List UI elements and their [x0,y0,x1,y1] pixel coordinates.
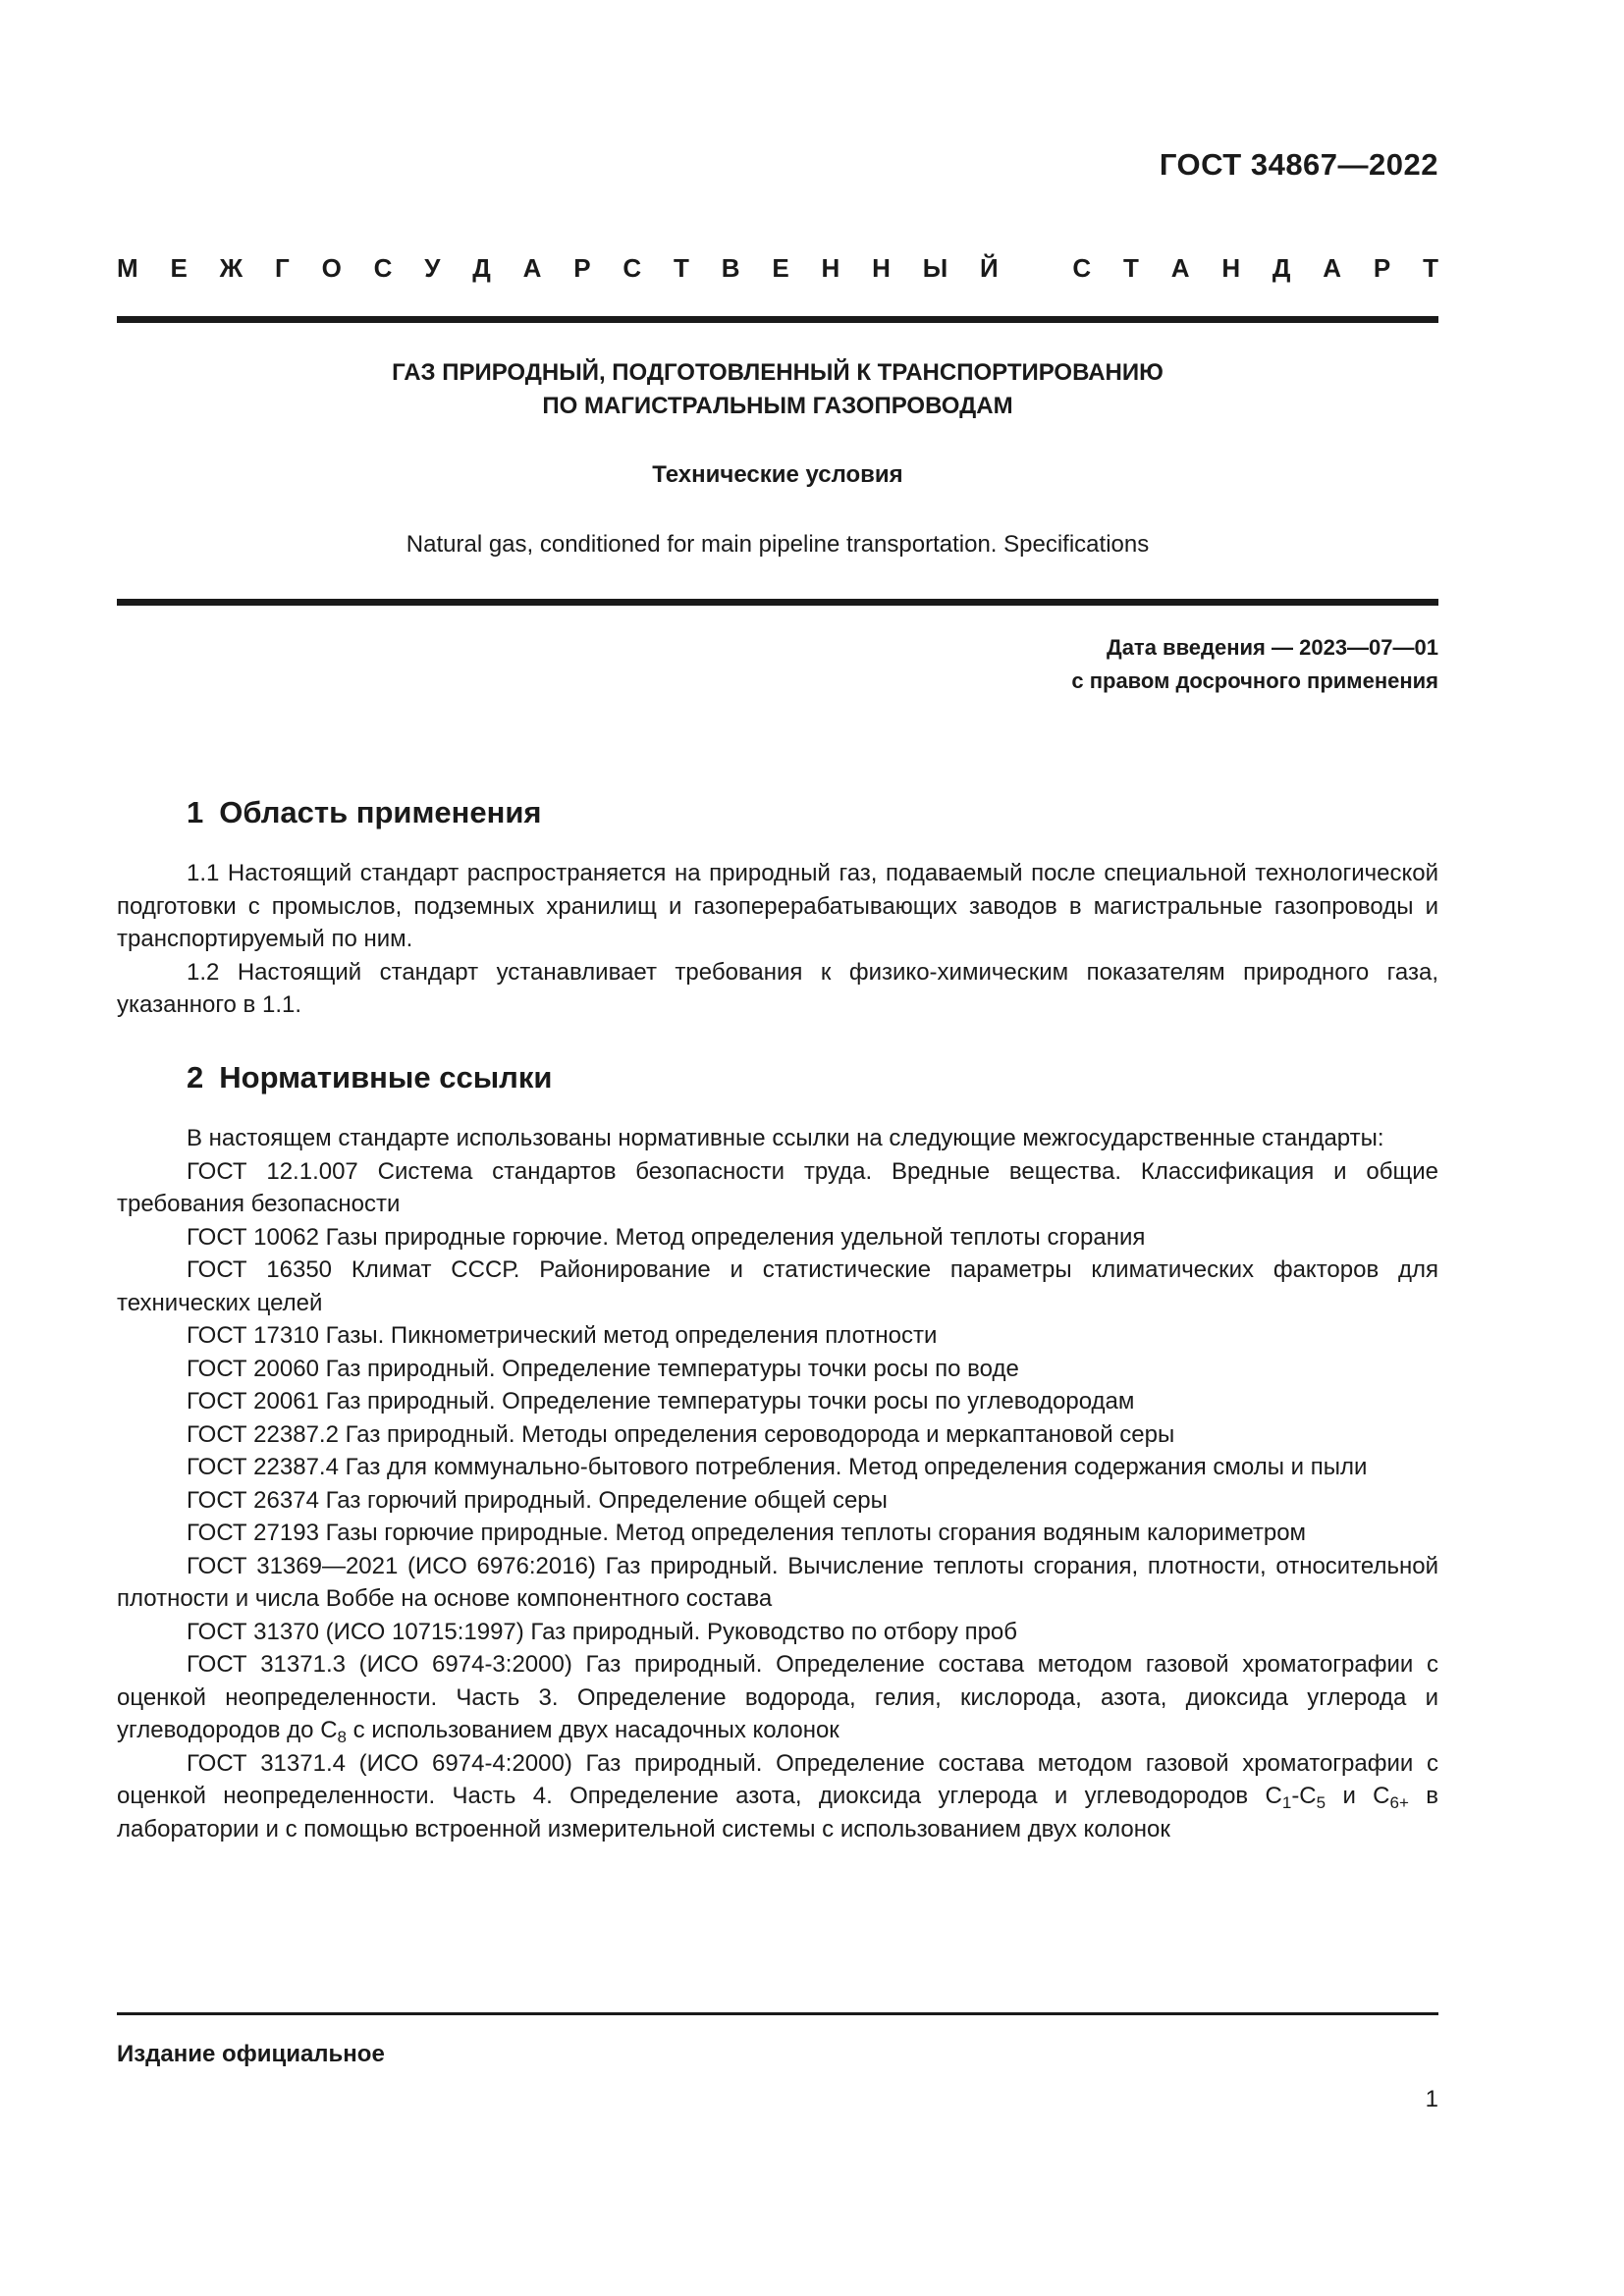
reference-item: ГОСТ 22387.4 Газ для коммунально-бытового потребления. Метод определения содержания смолы и пыли [187,1454,1368,1480]
reference-item: ГОСТ 27193 Газы горючие природные. Метод определения теплоты сгорания водяным калориметром [187,1520,1307,1546]
footer-rule [117,2012,1438,2015]
reference-item: ГОСТ 20060 Газ природный. Определение температуры точки росы по воде [187,1355,1019,1382]
standard-type-letter: О [321,253,342,283]
standard-type-letter: С [1072,253,1092,283]
section-title: Область применения [219,795,542,829]
section-heading-scope [187,795,542,830]
header-rule-bottom [117,599,1438,606]
standard-type-letter [1031,253,1041,284]
standard-type-letter: Н [821,253,840,283]
standard-type-letter: У [424,253,441,283]
english-title: Natural gas, conditioned for main pipeline transportation. Specifications [406,531,1150,558]
standard-type-letter: А [1323,253,1342,283]
reference-item: ГОСТ 26374 Газ горючий природный. Определение общей серы [187,1486,888,1514]
paragraph: 1.1 Настоящий стандарт распространяется на природный газ, подаваемый после специальной технологической подготовки с промыслов, подземных хранилищ и газоперерабатывающих заводов в магистральные газопроводы и транспортируемый по ним. [117,860,1438,952]
subscript: 5 [1316,1793,1326,1812]
standard-type-letter: Е [772,253,789,283]
standard-type-letter: Т [674,253,689,283]
reference-text: ГОСТ 31371.4 (ИСО 6974-4:2000) Газ природный. Определение состава методом газовой хроматографии с оценкой неопределенности. Часть 4. Определение азота, диоксида углерода и углеводородов C [117,1749,1438,1809]
introduction-date-line: Дата введения — 2023—07—01 [1107,635,1438,660]
header-rule-top [117,316,1438,323]
standard-type-letter: А [522,253,542,283]
section-number: 1 [187,795,204,829]
standard-type-letter: В [721,253,740,283]
title-line-2: ПО МАГИСТРАЛЬНЫМ ГАЗОПРОВОДАМ [542,393,1013,419]
standard-type-letter: А [1170,253,1190,283]
section-body-normative-references [117,1122,1438,1845]
standard-type-letter: Т [1122,253,1139,283]
reference-text: с использованием двух насадочных колонок [347,1717,839,1743]
early-application-line: с правом досрочного применения [1071,668,1438,693]
reference-item [117,1747,1438,1846]
section-number: 2 [187,1060,204,1095]
reference-text: -C [1291,1783,1317,1809]
standard-type-letter: С [373,253,393,283]
standard-type-heading [117,253,1438,284]
reference-item: ГОСТ 17310 Газы. Пикнометрический метод определения плотности [187,1322,938,1349]
document-subtitle: Технические условия [652,461,903,488]
reference-item: ГОСТ 12.1.007 Система стандартов безопасности труда. Вредные вещества. Классификация и общие требования безопасности [117,1157,1438,1217]
standard-type-letter: Ж [219,253,244,283]
standard-type-letter: С [623,253,642,283]
subscript: 6+ [1389,1793,1409,1812]
reference-item: ГОСТ 31370 (ИСО 10715:1997) Газ природный. Руководство по отбору проб [187,1618,1018,1645]
standard-type-letter: Р [573,253,591,283]
reference-text: в лаборатории и с помощью встроенной измерительной системы с использованием двух колонок [117,1783,1439,1842]
introduction-date [1071,631,1438,698]
standard-type-letter: Т [1423,253,1438,283]
standard-type-letter: Н [872,253,891,283]
section-heading-normative-references [187,1060,552,1095]
standard-type-letter: Н [1221,253,1241,283]
official-edition-label: Издание официальное [117,2041,385,2067]
section-title: Нормативные ссылки [219,1060,553,1095]
reference-item: ГОСТ 16350 Климат СССР. Районирование и статистические параметры климатических факторов для технических целей [117,1256,1438,1316]
document-title [117,356,1438,423]
reference-item: ГОСТ 22387.2 Газ природный. Методы определения сероводорода и меркаптановой серы [187,1420,1175,1448]
reference-item: ГОСТ 20061 Газ природный. Определение температуры точки росы по углеводородам [187,1388,1135,1415]
standard-type-letter: Й [980,253,999,283]
paragraph: В настоящем стандарте использованы нормативные ссылки на следующие межгосударственные стандарты: [187,1125,1384,1151]
reference-text: ГОСТ 31371.3 (ИСО 6974-3:2000) Газ природный. Определение состава методом газовой хроматографии с оценкой неопределенности. Часть 3. Определение водорода, гелия, кислорода, азота, диоксида углерода и углеводородов до C [117,1651,1438,1743]
standard-type-letter: М [117,253,138,283]
reference-item [117,1648,1438,1747]
reference-text: и C [1326,1783,1390,1809]
paragraph: 1.2 Настоящий стандарт устанавливает требования к физико-химическим показателям природного газа, указанного в 1.1. [117,958,1438,1018]
standard-type-letter: Ы [922,253,948,283]
subscript: 1 [1281,1793,1292,1812]
document-page [117,0,1438,2296]
page-number: 1 [1425,2086,1438,2112]
standard-type-letter: Г [275,253,290,283]
standard-type-letter: Д [472,253,491,283]
section-body-scope [117,857,1438,1022]
standard-type-letter: Р [1373,253,1391,283]
title-line-1: ГАЗ ПРИРОДНЫЙ, ПОДГОТОВЛЕННЫЙ К ТРАНСПОРТИРОВАНИЮ [392,359,1164,386]
reference-item: ГОСТ 31369—2021 (ИСО 6976:2016) Газ природный. Вычисление теплоты сгорания, плотности, относительной плотности и числа Воббе на основе компонентного состава [117,1552,1438,1612]
subscript: 8 [337,1728,347,1746]
standard-type-letter: Е [170,253,188,283]
reference-item: ГОСТ 10062 Газы природные горючие. Метод определения удельной теплоты сгорания [187,1223,1146,1251]
standard-type-letter: Д [1272,253,1291,283]
document-number: ГОСТ 34867—2022 [1159,147,1438,182]
